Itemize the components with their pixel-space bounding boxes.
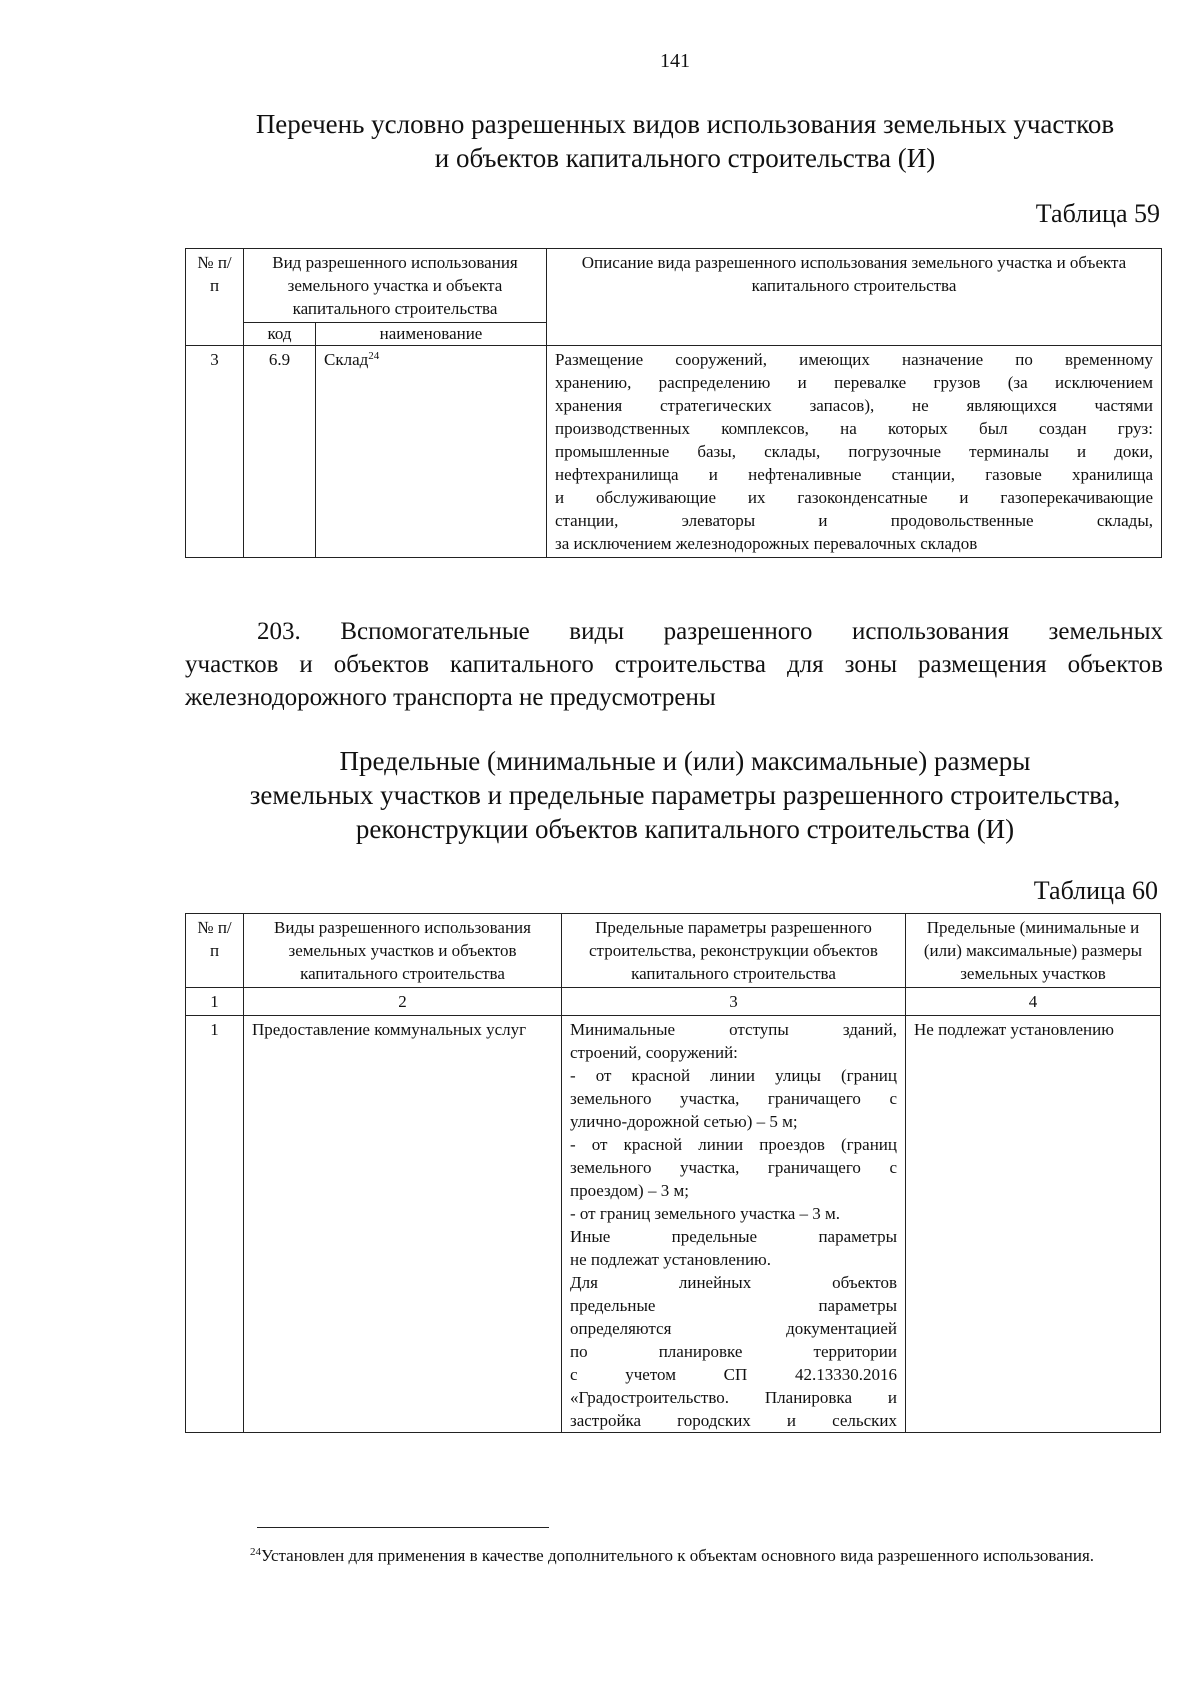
section-203-line2: участков и объектов капитального строительства для зоны размещения объектов [185,651,1163,678]
params-line: улично-дорожной сетью) – 5 м; [570,1112,798,1131]
limits-title [150,744,1200,846]
list-title-line1: Перечень условно разрешенных видов использования земельных участков [255,109,1115,139]
params-line: строений, сооружений: [570,1043,738,1062]
params-line: предельные параметры [570,1296,897,1315]
params-line: Иные предельные параметры [570,1227,897,1246]
t60-colnum-4: 4 [906,988,1161,1016]
section-203 [185,615,1163,714]
footnote-number: 24 [250,1546,261,1558]
t60-header-params: Предельные параметры разрешенного строительства, реконструкции объектов капитального строительства [562,914,906,988]
page-number: 141 [660,50,690,72]
t59-header-vid: Вид разрешенного использования земельного участка и объекта капитального строительства [244,249,547,323]
desc-line: хранения стратегических запасов), не являющихся частями [555,396,1153,415]
desc-line: и обслуживающие их газоконденсатные и газоперекачивающие [555,488,1153,507]
footnote-ref: 24 [368,350,380,362]
params-line: с учетом СП 42.13330.2016 [570,1365,897,1384]
t60-row-vid: Предоставление коммунальных услуг [244,1016,562,1433]
limits-title-line3: реконструкции объектов капитального строительства (И) [355,814,1015,844]
desc-line: Размещение сооружений, имеющих назначение по временному [555,350,1153,369]
t60-row-num: 1 [186,1016,244,1433]
t59-header-code: код [244,323,316,346]
table-row [186,346,1162,558]
t60-header-size: Предельные (минимальные и (или) максимальные) размеры земельных участков [906,914,1161,988]
table-row [186,1016,1161,1433]
params-line: по планировке территории [570,1342,897,1361]
t59-header-desc: Описание вида разрешенного использования земельного участка и объекта капитального строительства [547,249,1162,346]
params-line: - от границ земельного участка – 3 м. [570,1204,840,1223]
params-line: Минимальные отступы зданий, [570,1020,897,1039]
table59-caption: Таблица 59 [1035,199,1160,228]
footnote [185,1544,1150,1567]
section-203-line1: 203. Вспомогательные виды разрешенного использования земельных [257,618,1163,645]
t60-row-params [562,1016,906,1433]
params-line: застройка городских и сельских [570,1411,897,1430]
params-line: «Градостроительство. Планировка и [570,1388,897,1407]
section-203-line3: железнодорожного транспорта не предусмотрены [185,684,716,711]
t60-colnum-3: 3 [562,988,906,1016]
limits-title-line2: земельных участков и предельные параметры разрешенного строительства, [249,780,1121,810]
footnote-text: Установлен для применения в качестве дополнительного к объектам основного вида разрешенного использования. [261,1546,1095,1565]
desc-line: за исключением железнодорожных перевалочных складов [555,534,978,553]
t60-row-size: Не подлежат установлению [906,1016,1161,1433]
t59-row-name: Склад [324,350,369,369]
t59-row-desc [547,346,1162,558]
params-line: не подлежат установлению. [570,1250,772,1269]
t59-row-num: 3 [186,346,244,558]
params-line: Для линейных объектов [570,1273,897,1292]
limits-title-line1: Предельные (минимальные и (или) максимальные) размеры [339,746,1031,776]
t60-header-vid: Виды разрешенного использования земельных участков и объектов капитального строительства [244,914,562,988]
list-title-line2: и объектов капитального строительства (И) [434,143,936,173]
desc-line: производственных комплексов, на которых был создан груз: [555,419,1153,438]
t59-header-num: № п/п [186,249,244,346]
footnote-divider [257,1527,549,1528]
params-line: - от красной линии проездов (границ [570,1135,897,1154]
desc-line: станции, элеваторы и продовольственные склады, [555,511,1153,530]
params-line: определяются документацией [570,1319,897,1338]
t59-header-name: наименование [316,323,547,346]
t60-header-num: № п/п [186,914,244,988]
t60-colnum-2: 2 [244,988,562,1016]
t60-colnum-1: 1 [186,988,244,1016]
list-title [150,107,1200,175]
desc-line: промышленные базы, склады, погрузочные терминалы и доки, [555,442,1153,461]
params-line: проездом) – 3 м; [570,1181,689,1200]
table60-caption: Таблица 60 [1033,876,1158,905]
params-line: земельного участка, граничащего с [570,1158,897,1177]
t59-row-code: 6.9 [244,346,316,558]
table60 [185,913,1161,1433]
params-line: земельного участка, граничащего с [570,1089,897,1108]
table59 [185,248,1162,558]
params-line: - от красной линии улицы (границ [570,1066,897,1085]
t59-row-name-cell [316,346,547,558]
desc-line: нефтехранилища и нефтеналивные станции, газовые хранилища [555,465,1153,484]
desc-line: хранению, распределению и перевалке грузов (за исключением [555,373,1153,392]
